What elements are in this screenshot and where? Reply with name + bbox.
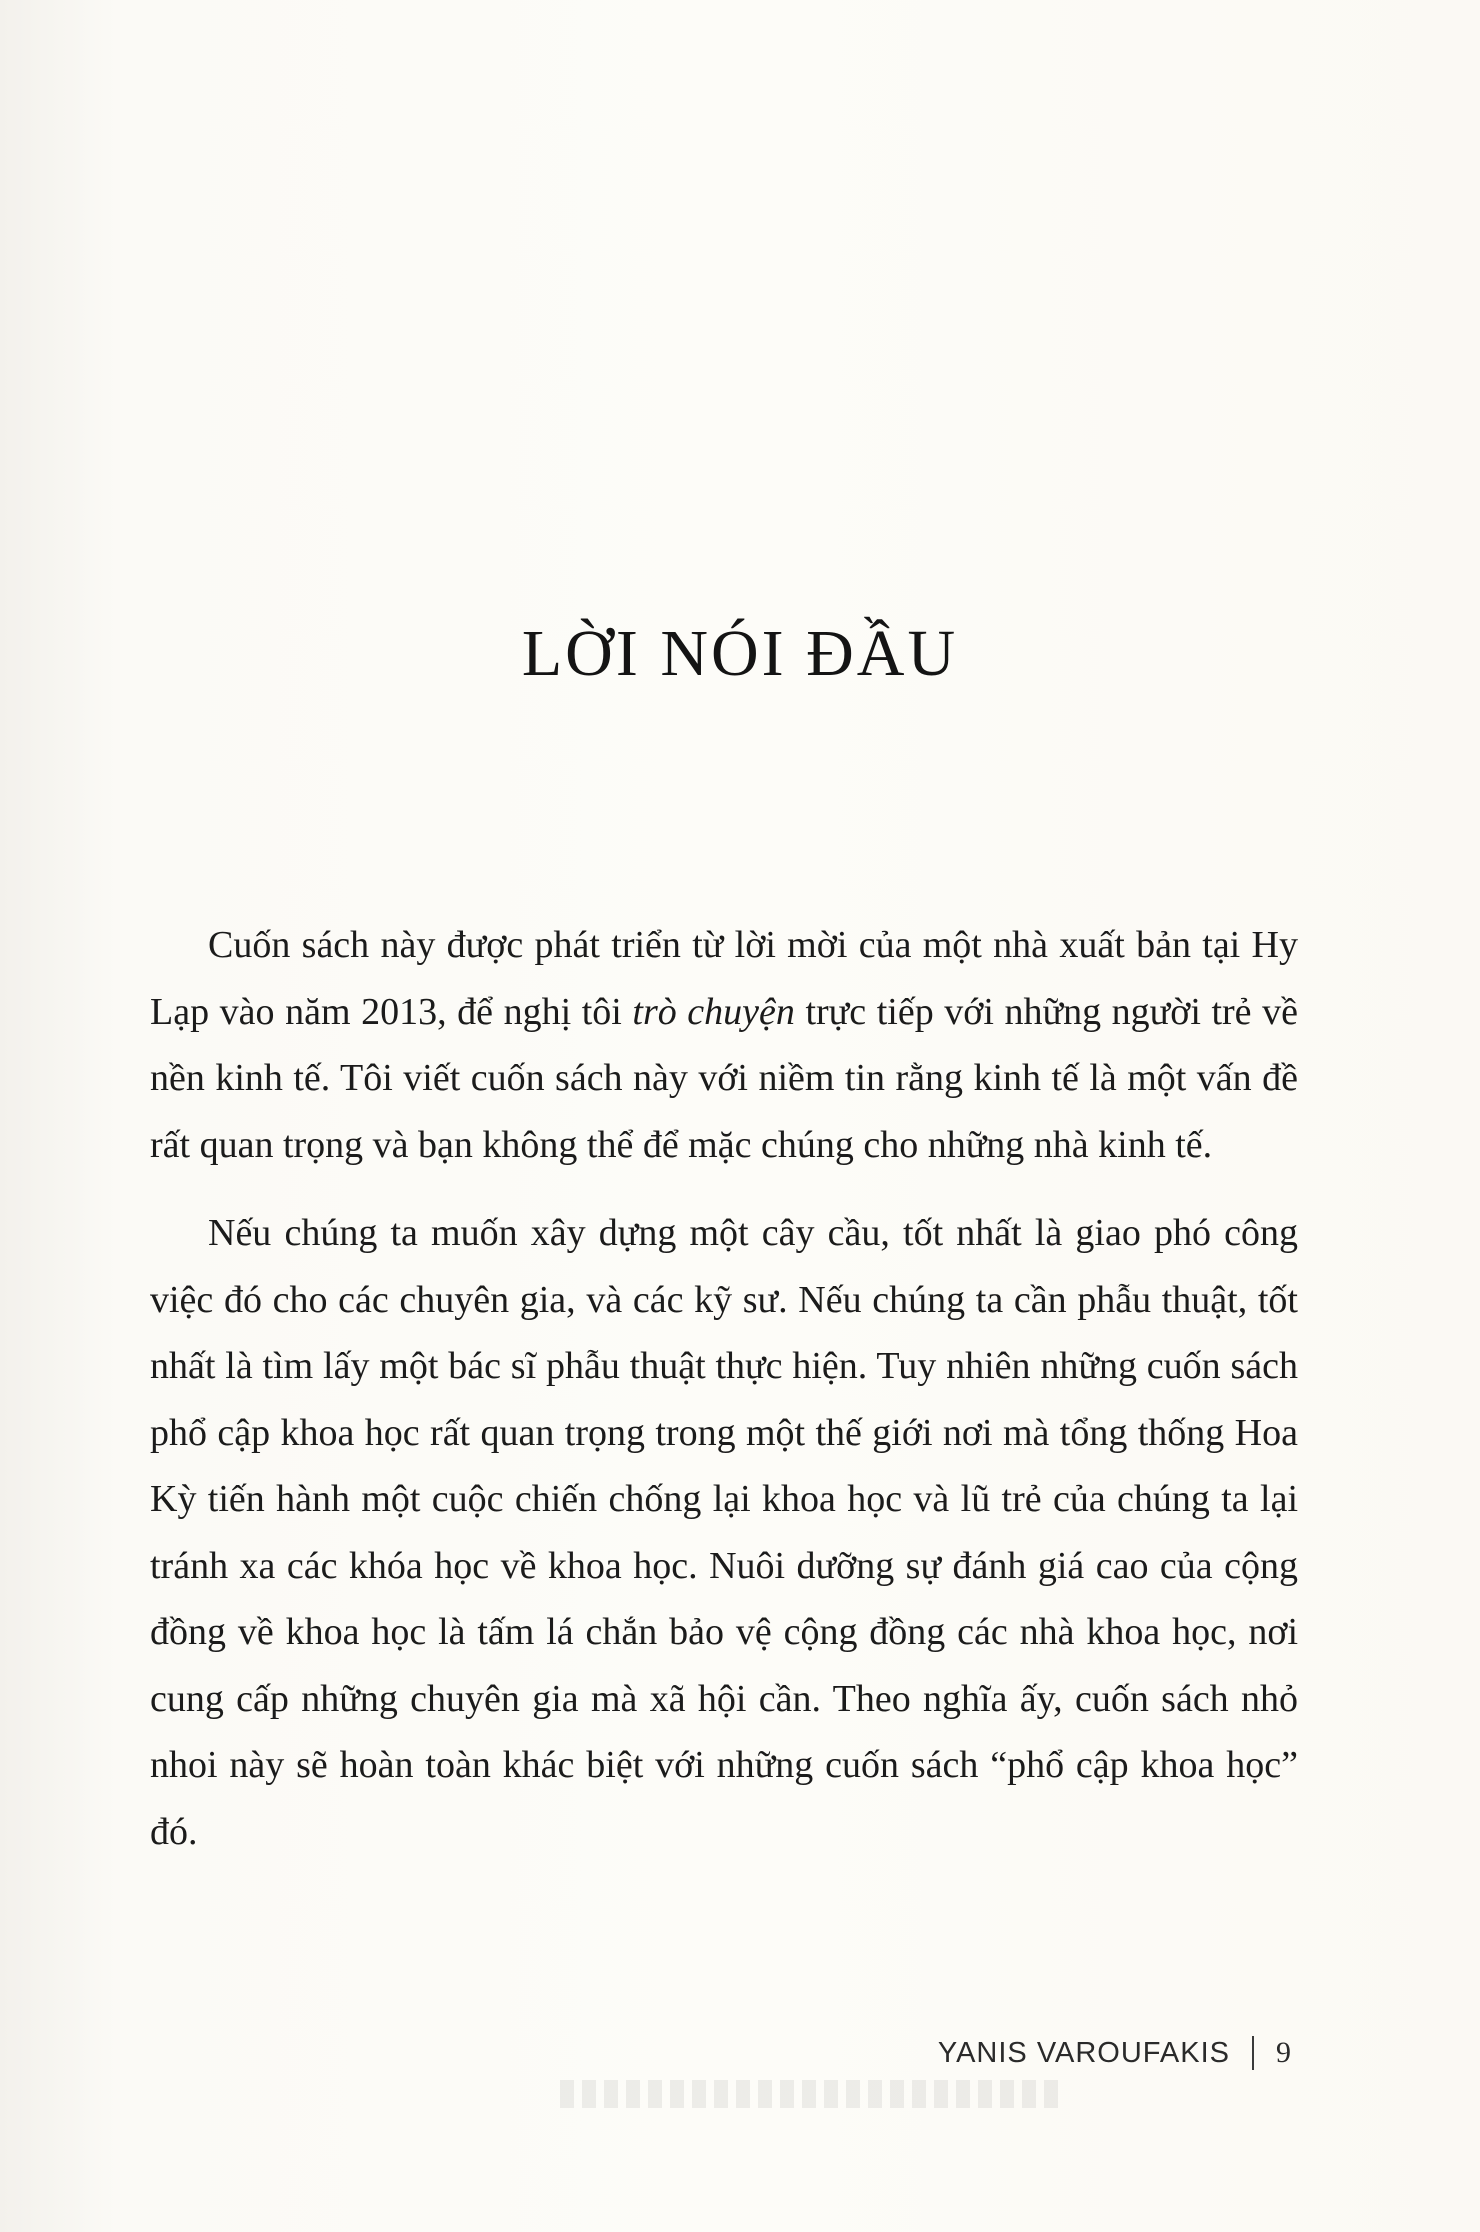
body-text <box>150 912 1298 1865</box>
paragraph-1-segment-1: Cuốn sách này được phát triển từ lời mời của một nhà xuất bản tại Hy Lạp vào năm 2013, để nghị tôi <box>150 924 1298 1033</box>
footer-divider <box>1252 2036 1254 2070</box>
page-footer <box>938 2036 1292 2070</box>
paragraph-1 <box>150 912 1298 1178</box>
page-number: 9 <box>1276 2036 1292 2069</box>
paragraph-1-segment-3: trực tiếp với những người trẻ về nền kinh tế. Tôi viết cuốn sách này với niềm tin rằng kinh tế là một vấn đề rất quan trọng và bạn không thể để mặc chúng cho những nhà kinh tế. <box>150 990 1298 1166</box>
paragraph-2-segment-1: Nếu chúng ta muốn xây dựng một cây cầu, tốt nhất là giao phó công việc đó cho các chuyên gia, và các kỹ sư. Nếu chúng ta cần phẫu thuật, tốt nhất là tìm lấy một bác sĩ phẫu thuật thực hiện. Tuy nhiên những cuốn sách phổ cập khoa học rất quan trọng trong một thế giới nơi mà tổng thống Hoa Kỳ tiến hành một cuộc chiến chống lại khoa học và lũ trẻ của chúng ta lại tránh xa các khóa học về khoa học. Nuôi dưỡng sự đánh giá cao của cộng đồng về khoa học là tấm lá chắn bảo vệ cộng đồng các nhà khoa học, nơi cung cấp những chuyên gia mà xã hội cần. Theo nghĩa ấy, cuốn sách nhỏ nhoi này sẽ hoàn toàn khác biệt với những cuốn sách “phổ cập khoa học” đó. <box>150 1212 1298 1853</box>
chapter-title: LỜI NÓI ĐẦU <box>521 617 959 690</box>
running-footer-author: YANIS VAROUFAKIS <box>937 2036 1230 2069</box>
show-through-bleed <box>560 2080 1060 2108</box>
paragraph-1-italic-phrase: trò chuyện <box>632 990 795 1033</box>
paragraph-2 <box>150 1200 1298 1865</box>
